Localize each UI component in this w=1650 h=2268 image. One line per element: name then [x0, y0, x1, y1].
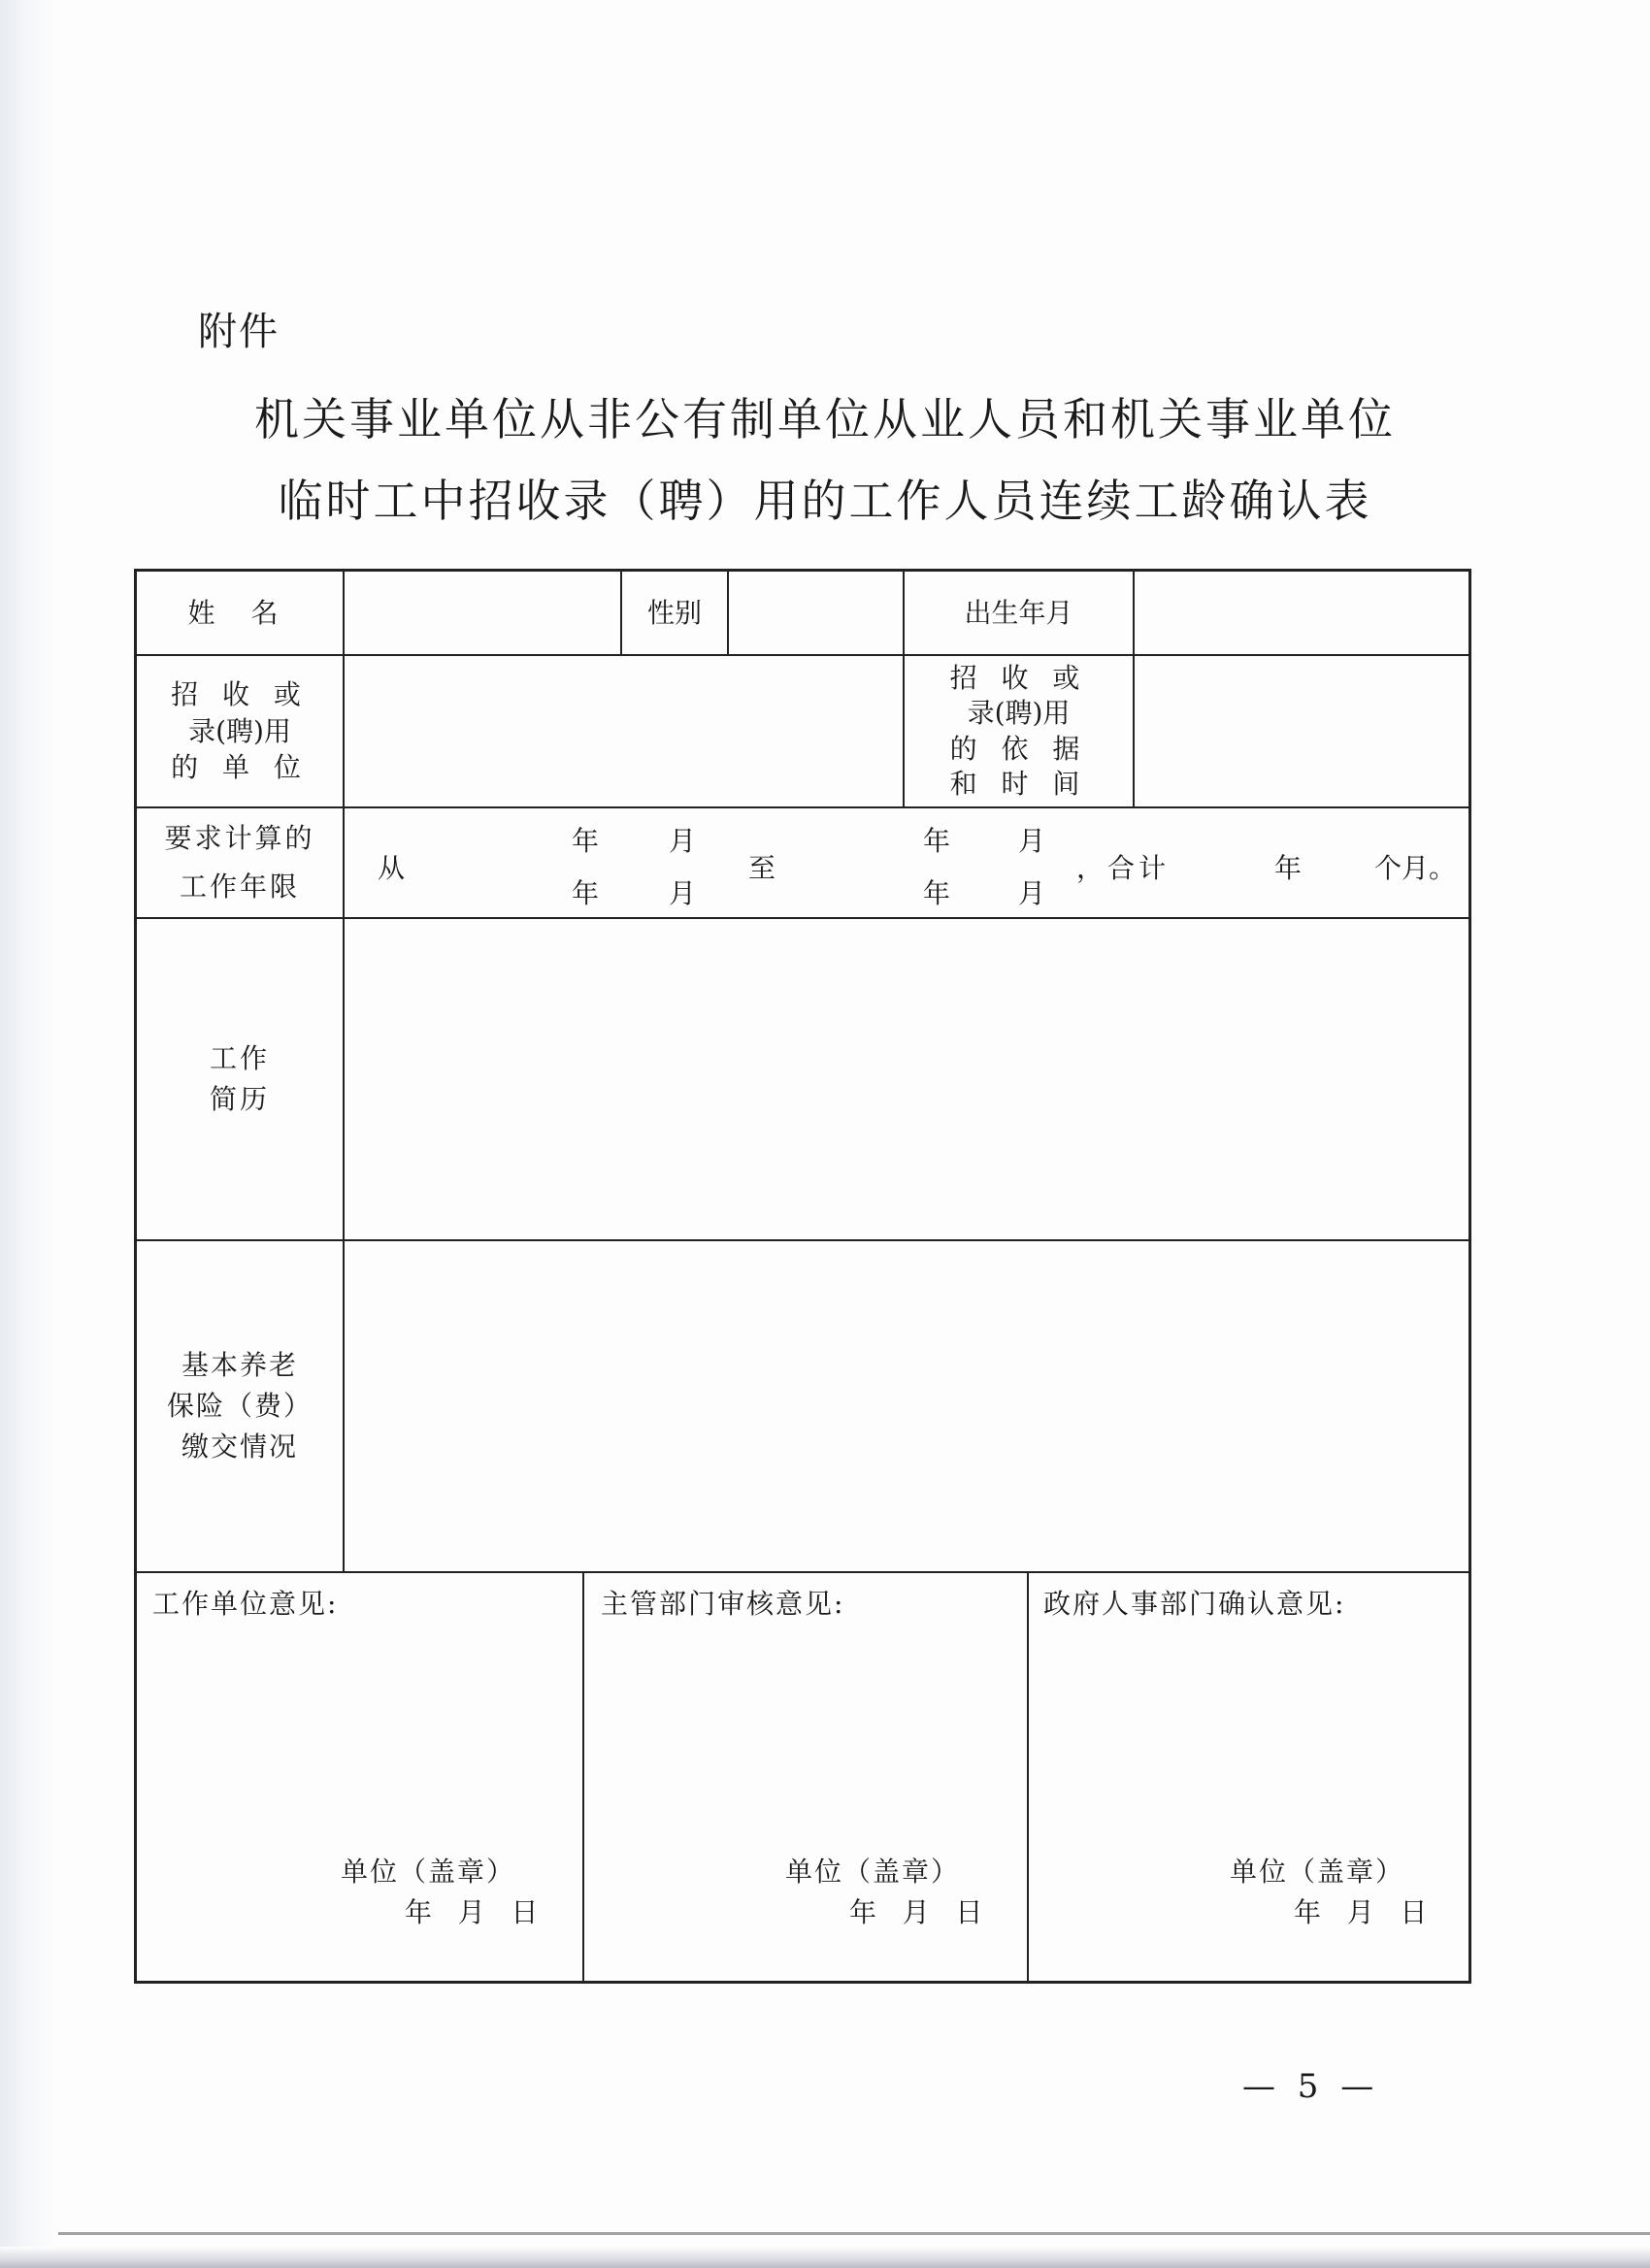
row-divider	[137, 1571, 1468, 1573]
hiring-unit-label	[137, 656, 343, 806]
birth-date-field[interactable]	[1135, 572, 1468, 654]
opinion-divider	[1027, 1571, 1029, 1981]
employer-seal: 单位（盖章）	[341, 1856, 516, 1888]
hiring-basis-label-line: 和 时 间	[949, 767, 1088, 800]
hiring-basis-label	[905, 656, 1133, 806]
work-resume-field[interactable]	[345, 919, 1468, 1239]
page-number: — 5 —	[1242, 2067, 1380, 2106]
hr-seal: 单位（盖章）	[1230, 1856, 1405, 1888]
hiring-unit-label-line: 招 收 或	[171, 677, 309, 710]
hiring-unit-field[interactable]	[345, 656, 903, 806]
work-years-label	[137, 808, 343, 917]
period-total-year: 年	[1274, 852, 1303, 884]
supervisor-date: 年 月 日	[849, 1896, 983, 1928]
work-years-label-line: 工作年限	[179, 871, 300, 903]
hiring-basis-label-line: 招 收 或	[949, 661, 1088, 694]
scan-page-edge	[0, 0, 58, 2268]
gender-field[interactable]	[729, 572, 903, 654]
employer-date: 年 月 日	[405, 1896, 539, 1928]
period-year: 年	[572, 877, 600, 909]
period-year: 年	[572, 825, 600, 857]
hiring-basis-field[interactable]	[1135, 656, 1468, 806]
employer-opinion-title: 工作单位意见:	[152, 1588, 339, 1620]
work-resume-label-line: 简历	[209, 1083, 270, 1115]
confirmation-form-table	[134, 569, 1471, 1984]
scan-bottom-line	[58, 2232, 1650, 2235]
period-to: 至	[748, 852, 776, 884]
period-total-months: 个月。	[1374, 852, 1457, 884]
period-month: 月	[1018, 825, 1046, 857]
hr-opinion-title: 政府人事部门确认意见:	[1043, 1588, 1346, 1620]
scan-bottom-edge	[0, 2247, 1650, 2268]
hr-date: 年 月 日	[1294, 1896, 1428, 1928]
name-field[interactable]	[345, 572, 620, 654]
work-resume-label-line: 工作	[209, 1042, 270, 1074]
attachment-label: 附件	[198, 310, 280, 354]
hiring-basis-label-line: 录(聘)用	[967, 697, 1071, 730]
gender-label: 性别	[646, 596, 702, 629]
work-years-label-line: 要求计算的	[164, 821, 315, 854]
opinion-divider	[582, 1571, 584, 1981]
hiring-unit-label-line: 的 单 位	[171, 751, 309, 784]
birth-date-label: 出生年月	[964, 596, 1073, 629]
form-title-line-2: 临时工中招收录（聘）用的工作人员连续工龄确认表	[278, 475, 1372, 527]
pension-field[interactable]	[345, 1241, 1468, 1571]
supervisor-opinion-title: 主管部门审核意见:	[601, 1588, 845, 1620]
form-title-line-1: 机关事业单位从非公有制单位从业人员和机关事业单位	[254, 393, 1396, 445]
pension-label	[137, 1241, 343, 1571]
pension-label-line: 缴交情况	[181, 1430, 298, 1463]
period-total: ，合计	[1076, 852, 1171, 884]
name-label: 姓 名	[187, 596, 292, 629]
period-month: 月	[669, 877, 697, 909]
pension-label-line: 基本养老	[181, 1349, 298, 1381]
period-month: 月	[1018, 877, 1046, 909]
period-year: 年	[923, 877, 951, 909]
period-month: 月	[669, 825, 697, 857]
period-from: 从	[378, 852, 406, 884]
pension-label-line: 保险（费）	[166, 1390, 313, 1422]
period-year: 年	[923, 825, 951, 857]
hiring-unit-label-line: 录(聘)用	[188, 714, 291, 747]
supervisor-seal: 单位（盖章）	[785, 1856, 961, 1888]
hiring-basis-label-line: 的 依 据	[949, 732, 1088, 765]
work-resume-label	[137, 919, 343, 1239]
